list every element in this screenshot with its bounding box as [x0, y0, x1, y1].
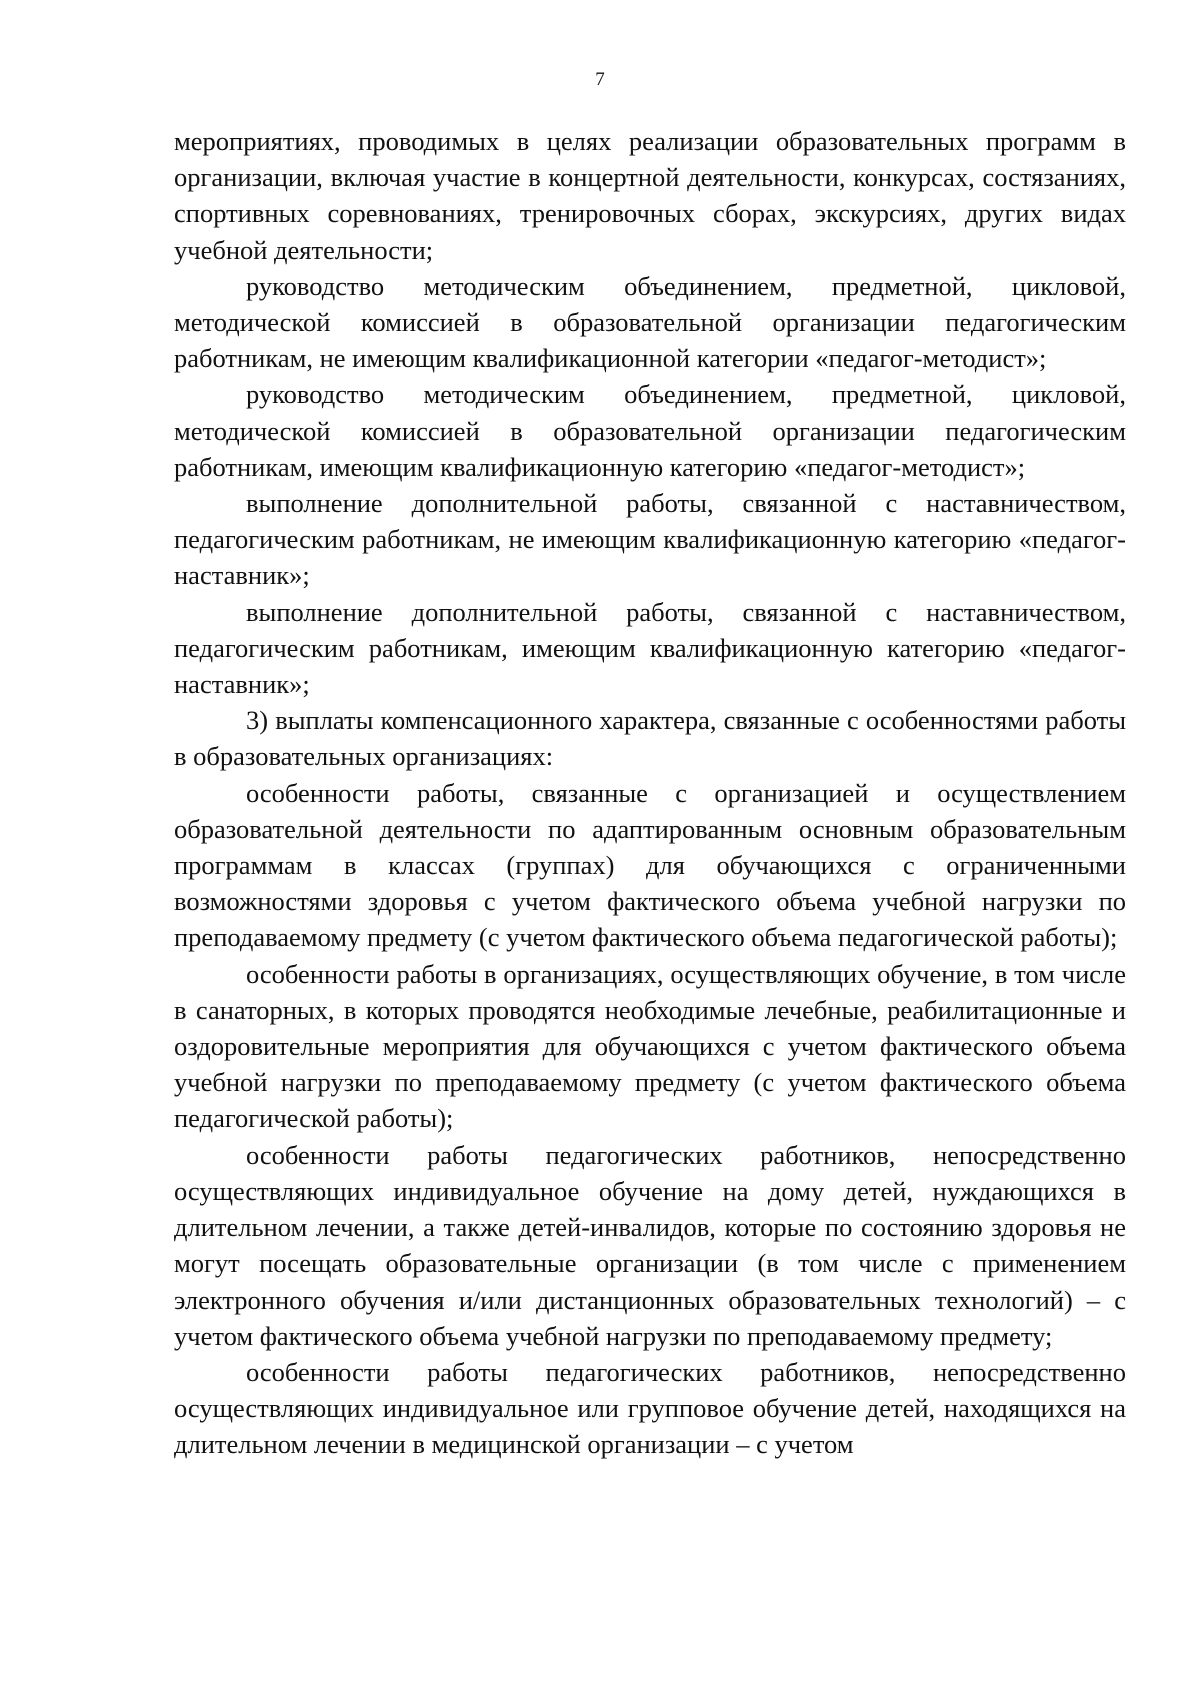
- document-body: [174, 123, 1126, 1463]
- paragraph: выполнение дополнительной работы, связанной с наставничеством, педагогическим работникам, не имеющим квалификационную категорию «педагог-наставник»;: [174, 488, 1126, 591]
- paragraph: особенности работы в организациях, осуществляющих обучение, в том числе в санаторных, в которых проводятся необходимые лечебные, реабилитационные и оздоровительные мероприятия для обучающихся с учетом фактического объема учебной нагрузки по преподаваемому предмету (с учетом фактического объема педагогической работы);: [174, 958, 1126, 1134]
- paragraph: особенности работы педагогических работников, непосредственно осуществляющих индивидуальное или групповое обучение детей, находящихся на длительном лечении в медицинской организации – с учетом: [174, 1356, 1126, 1460]
- paragraph: руководство методическим объединением, предметной, цикловой, методической комиссией в образовательной организации педагогическим работникам, имеющим квалификационную категорию «педагог-методист»;: [174, 379, 1126, 482]
- page-number: 7: [595, 69, 605, 90]
- paragraph: руководство методическим объединением, предметной, цикловой, методической комиссией в образовательной организации педагогическим работникам, не имеющим квалификационной категории «педагог-методист»;: [174, 270, 1126, 374]
- paragraph-numbered-section: 3) выплаты компенсационного характера, связанные с особенностями работы в образовательных организациях:: [174, 705, 1126, 772]
- paragraph-continuation: мероприятиях, проводимых в целях реализации образовательных программ в организации, включая участие в концертной деятельности, конкурсах, состязаниях, спортивных соревнованиях, тренировочных сборах, экскурсиях, других видах учебной деятельности;: [174, 126, 1126, 265]
- paragraph: выполнение дополнительной работы, связанной с наставничеством, педагогическим работникам, имеющим квалификационную категорию «педагог-наставник»;: [174, 596, 1126, 700]
- paragraph: особенности работы педагогических работников, непосредственно осуществляющих индивидуальное обучение на дому детей, нуждающихся в длительном лечении, а также детей-инвалидов, которые по состоянию здоровья не могут посещать образовательные организации (в том числе с применением электронного обучения и/или дистанционных образовательных технологий) – с учетом фактического объема учебной нагрузки по преподаваемому предмету;: [174, 1139, 1126, 1351]
- paragraph: особенности работы, связанные с организацией и осуществлением образовательной деятельности по адаптированным основным образовательным программам в классах (группах) для обучающихся с ограниченными возможностями здоровья с учетом фактического объема учебной нагрузки по преподаваемому предмету (с учетом фактического объема педагогической работы);: [174, 777, 1126, 953]
